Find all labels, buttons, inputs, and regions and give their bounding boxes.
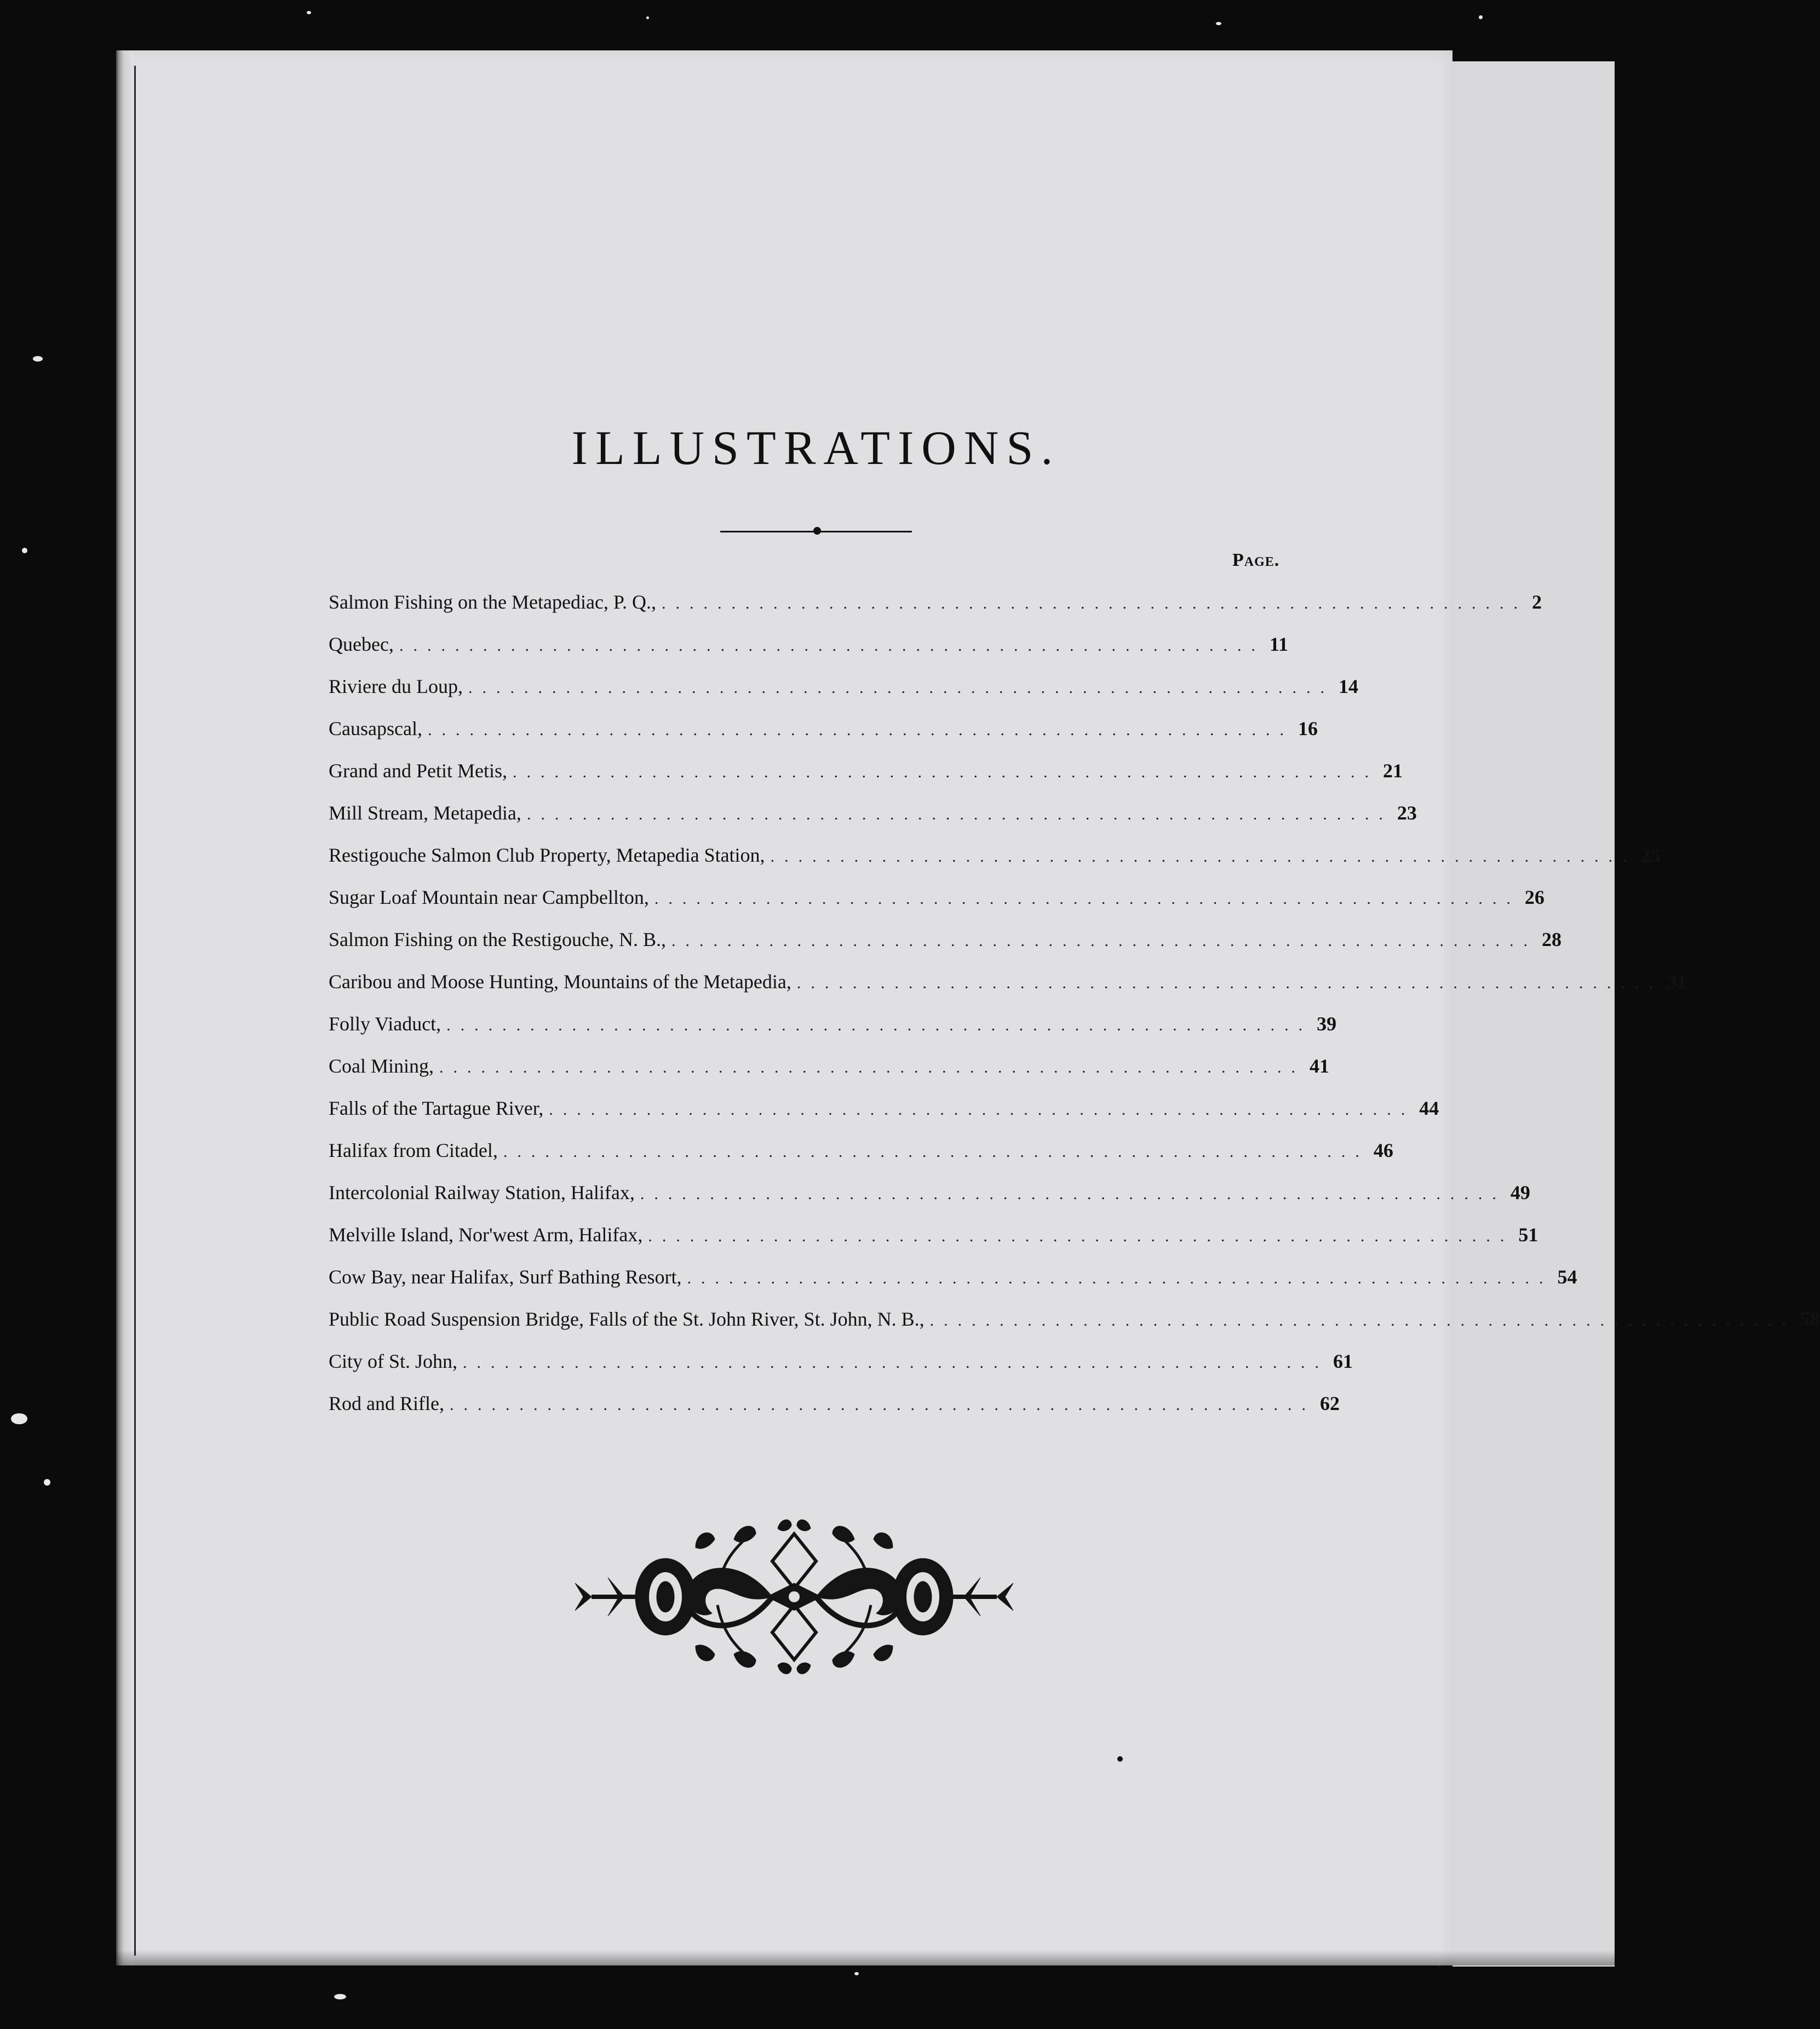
entry-label: Rod and Rifle, bbox=[329, 1392, 444, 1414]
list-item bbox=[329, 623, 1288, 665]
page-title: ILLUSTRATIONS. bbox=[571, 422, 1061, 475]
entry-label: Intercolonial Railway Station, Halifax, bbox=[329, 1181, 635, 1203]
entry-label: Melville Island, Nor'west Arm, Halifax, bbox=[329, 1223, 643, 1246]
dot-leader: .............................................................. bbox=[687, 1269, 1553, 1287]
list-item bbox=[329, 1087, 1439, 1129]
entry-label: Halifax from Citadel, bbox=[329, 1139, 498, 1161]
dot-leader: .............................................................. bbox=[671, 931, 1537, 950]
floral-scroll-ornament-icon bbox=[570, 1517, 1019, 1676]
entry-page: 2 bbox=[1531, 591, 1542, 613]
scan-speck bbox=[11, 1413, 27, 1424]
list-item bbox=[329, 1382, 1340, 1424]
dot-leader: .............................................................. bbox=[526, 805, 1393, 823]
list-item bbox=[329, 581, 1542, 623]
dot-leader: .............................................................. bbox=[648, 1226, 1514, 1245]
entry-label: Falls of the Tartague River, bbox=[329, 1097, 544, 1119]
dot-leader: .............................................................. bbox=[654, 889, 1520, 908]
dot-leader: .............................................................. bbox=[427, 720, 1294, 739]
entry-page: 58 bbox=[1800, 1308, 1820, 1330]
list-item bbox=[329, 792, 1417, 834]
dot-leader: .............................................................. bbox=[640, 1184, 1506, 1203]
entry-label: Sugar Loaf Mountain near Campbellton, bbox=[329, 886, 649, 908]
dot-leader: .............................................................. bbox=[446, 1016, 1313, 1034]
list-item bbox=[329, 876, 1545, 918]
entry-page: 46 bbox=[1373, 1139, 1393, 1161]
dot-leader: .............................................................. bbox=[439, 1058, 1306, 1076]
scan-speck bbox=[854, 1972, 859, 1975]
page-border-line bbox=[134, 66, 136, 1956]
list-item bbox=[329, 960, 1687, 1002]
page-column-heading: Page. bbox=[1232, 550, 1280, 570]
entry-label: Riviere du Loup, bbox=[329, 675, 463, 697]
entry-page: 23 bbox=[1397, 801, 1417, 824]
entry-page: 16 bbox=[1297, 717, 1318, 740]
dot-leader: .............................................................. bbox=[449, 1395, 1316, 1414]
entry-page: 51 bbox=[1518, 1223, 1538, 1246]
scan-speck bbox=[646, 16, 649, 19]
entry-page: 31 bbox=[1667, 970, 1687, 993]
list-item bbox=[329, 1213, 1538, 1256]
entry-page: 62 bbox=[1319, 1392, 1340, 1414]
entry-page: 39 bbox=[1317, 1012, 1337, 1035]
entry-page: 44 bbox=[1419, 1097, 1439, 1119]
list-item bbox=[329, 1045, 1330, 1087]
entry-label: Folly Viaduct, bbox=[329, 1012, 441, 1035]
entry-label: Quebec, bbox=[329, 633, 394, 655]
scan-speck bbox=[334, 1994, 346, 1999]
entry-page: 41 bbox=[1310, 1054, 1330, 1077]
entry-page: 21 bbox=[1382, 759, 1403, 782]
dot-leader: .............................................................. bbox=[770, 847, 1637, 866]
entry-label: Cow Bay, near Halifax, Surf Bathing Resort, bbox=[329, 1265, 682, 1288]
scan-speck bbox=[22, 548, 27, 553]
list-item bbox=[329, 834, 1661, 876]
entry-label: Restigouche Salmon Club Property, Metapedia Station, bbox=[329, 844, 765, 866]
list-item bbox=[329, 1129, 1393, 1171]
entry-page: 28 bbox=[1542, 928, 1561, 950]
entry-label: Caribou and Moose Hunting, Mountains of the Metapedia, bbox=[329, 970, 791, 993]
list-item bbox=[329, 707, 1318, 749]
entry-label: Mill Stream, Metapedia, bbox=[329, 801, 521, 824]
list-item bbox=[329, 1171, 1530, 1213]
entry-label: Salmon Fishing on the Restigouche, N. B., bbox=[329, 928, 666, 950]
dot-leader: .............................................................. bbox=[661, 594, 1528, 612]
dot-leader: .............................................................. bbox=[796, 973, 1663, 992]
entry-page: 14 bbox=[1338, 675, 1358, 697]
entry-label: Grand and Petit Metis, bbox=[329, 759, 507, 782]
entry-page: 11 bbox=[1269, 633, 1288, 655]
entry-page: 49 bbox=[1510, 1181, 1530, 1203]
dot-leader: .............................................................. bbox=[468, 678, 1334, 697]
scan-speck bbox=[44, 1479, 50, 1486]
dot-leader: .............................................................. bbox=[549, 1100, 1415, 1119]
dot-leader: .............................................................. bbox=[503, 1142, 1369, 1161]
entry-label: Coal Mining, bbox=[329, 1054, 434, 1077]
list-item bbox=[329, 665, 1358, 707]
list-item bbox=[329, 918, 1561, 960]
entry-label: Causapscal, bbox=[329, 717, 422, 740]
adjacent-page-strip bbox=[1452, 61, 1615, 1967]
list-item bbox=[329, 1256, 1577, 1298]
scan-speck bbox=[307, 11, 311, 14]
list-item bbox=[329, 1340, 1353, 1382]
scan-speck bbox=[33, 356, 43, 362]
rule-center-dot bbox=[813, 527, 821, 535]
ink-dot bbox=[1117, 1756, 1123, 1762]
entry-label: Public Road Suspension Bridge, Falls of the St. John River, St. John, N. B., bbox=[329, 1308, 925, 1330]
entry-page: 26 bbox=[1524, 886, 1545, 908]
scan-speck bbox=[1479, 15, 1483, 19]
entry-page: 25 bbox=[1640, 844, 1661, 866]
entry-page: 61 bbox=[1333, 1350, 1353, 1372]
dot-leader: .............................................................. bbox=[512, 763, 1379, 781]
page-left-edge bbox=[116, 50, 133, 1965]
dot-leader: .............................................................. bbox=[929, 1311, 1796, 1329]
illustrations-list bbox=[329, 581, 1820, 1424]
page-bottom-shadow bbox=[116, 1950, 1615, 1965]
list-item bbox=[329, 1002, 1337, 1045]
dot-leader: .............................................................. bbox=[399, 636, 1265, 655]
entry-label: Salmon Fishing on the Metapediac, P. Q., bbox=[329, 591, 656, 613]
entry-page: 54 bbox=[1557, 1265, 1577, 1288]
dot-leader: .............................................................. bbox=[463, 1353, 1329, 1372]
list-item bbox=[329, 749, 1403, 792]
scan-speck bbox=[1216, 22, 1221, 25]
list-item bbox=[329, 1298, 1820, 1340]
entry-label: City of St. John, bbox=[329, 1350, 458, 1372]
